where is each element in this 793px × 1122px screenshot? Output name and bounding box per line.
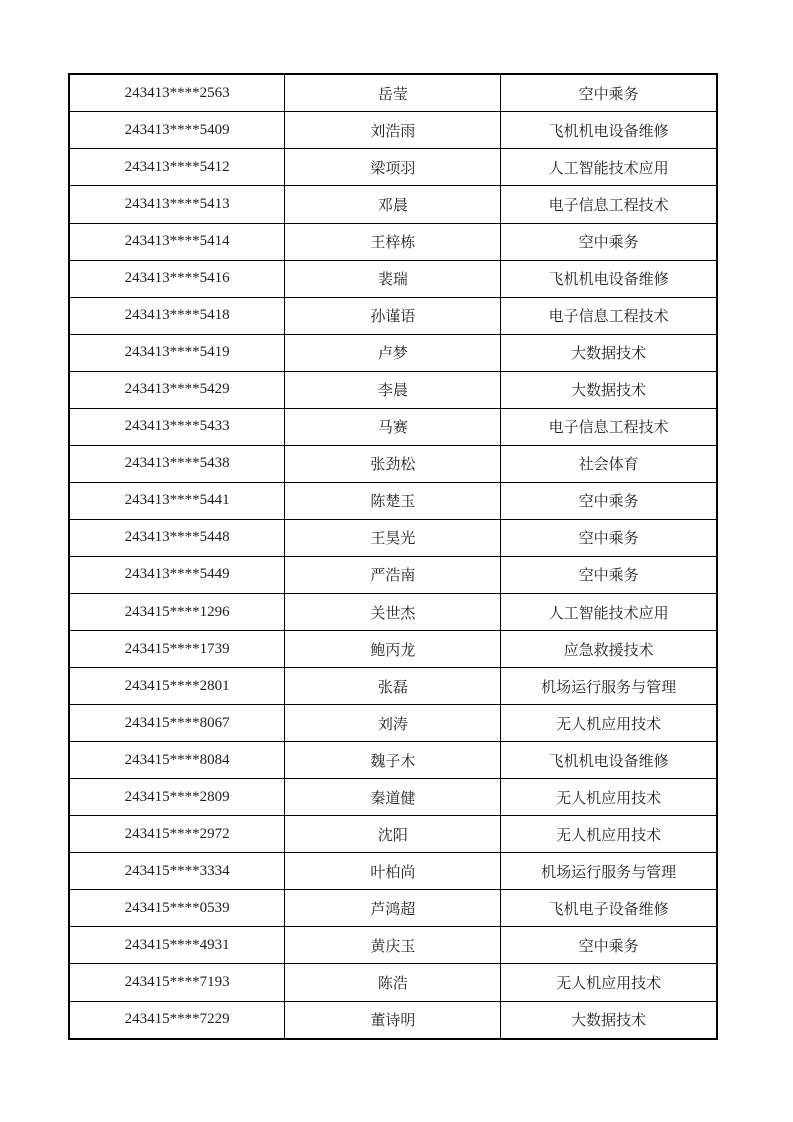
major-cell: 电子信息工程技术 — [501, 297, 717, 334]
name-cell: 张劲松 — [285, 445, 501, 482]
table-row — [69, 594, 717, 631]
exam-id-cell: 243415****4931 — [69, 927, 285, 964]
major-cell: 飞机电子设备维修 — [501, 890, 717, 927]
exam-id-cell: 243413****5441 — [69, 482, 285, 519]
table-row — [69, 927, 717, 964]
exam-id-cell: 243415****7193 — [69, 964, 285, 1001]
name-cell: 陈楚玉 — [285, 482, 501, 519]
name-cell: 刘浩雨 — [285, 112, 501, 149]
name-cell: 岳莹 — [285, 74, 501, 112]
name-cell: 关世杰 — [285, 594, 501, 631]
table-row — [69, 816, 717, 853]
exam-id-cell: 243413****5409 — [69, 112, 285, 149]
exam-id-cell: 243415****2972 — [69, 816, 285, 853]
name-cell: 梁项羽 — [285, 149, 501, 186]
major-cell: 电子信息工程技术 — [501, 408, 717, 445]
exam-id-cell: 243415****2809 — [69, 779, 285, 816]
major-cell: 无人机应用技术 — [501, 705, 717, 742]
admissions-table — [68, 73, 718, 1040]
major-cell: 飞机机电设备维修 — [501, 112, 717, 149]
major-cell: 电子信息工程技术 — [501, 186, 717, 223]
name-cell: 叶柏尚 — [285, 853, 501, 890]
name-cell: 沈阳 — [285, 816, 501, 853]
table-row — [69, 668, 717, 705]
name-cell: 陈浩 — [285, 964, 501, 1001]
name-cell: 董诗明 — [285, 1001, 501, 1039]
major-cell: 机场运行服务与管理 — [501, 668, 717, 705]
table-row — [69, 779, 717, 816]
exam-id-cell: 243413****5419 — [69, 334, 285, 371]
table-row — [69, 371, 717, 408]
table-row — [69, 186, 717, 223]
table-row — [69, 334, 717, 371]
table-row — [69, 260, 717, 297]
name-cell: 鲍丙龙 — [285, 631, 501, 668]
exam-id-cell: 243415****8084 — [69, 742, 285, 779]
major-cell: 空中乘务 — [501, 556, 717, 593]
exam-id-cell: 243413****5448 — [69, 519, 285, 556]
table-row — [69, 853, 717, 890]
table-row — [69, 482, 717, 519]
table-row — [69, 112, 717, 149]
major-cell: 无人机应用技术 — [501, 964, 717, 1001]
major-cell: 无人机应用技术 — [501, 816, 717, 853]
major-cell: 空中乘务 — [501, 74, 717, 112]
exam-id-cell: 243415****8067 — [69, 705, 285, 742]
name-cell: 芦鸿超 — [285, 890, 501, 927]
exam-id-cell: 243413****5418 — [69, 297, 285, 334]
admissions-table-body — [69, 74, 717, 1039]
major-cell: 机场运行服务与管理 — [501, 853, 717, 890]
table-row — [69, 519, 717, 556]
name-cell: 黄庆玉 — [285, 927, 501, 964]
name-cell: 马赛 — [285, 408, 501, 445]
major-cell: 大数据技术 — [501, 1001, 717, 1039]
exam-id-cell: 243415****7229 — [69, 1001, 285, 1039]
major-cell: 飞机机电设备维修 — [501, 260, 717, 297]
table-row — [69, 742, 717, 779]
exam-id-cell: 243415****1739 — [69, 631, 285, 668]
major-cell: 无人机应用技术 — [501, 779, 717, 816]
name-cell: 张磊 — [285, 668, 501, 705]
major-cell: 应急救援技术 — [501, 631, 717, 668]
table-row — [69, 223, 717, 260]
major-cell: 空中乘务 — [501, 482, 717, 519]
table-row — [69, 964, 717, 1001]
table-row — [69, 149, 717, 186]
name-cell: 秦道健 — [285, 779, 501, 816]
exam-id-cell: 243413****2563 — [69, 74, 285, 112]
table-row — [69, 890, 717, 927]
exam-id-cell: 243413****5413 — [69, 186, 285, 223]
major-cell: 大数据技术 — [501, 371, 717, 408]
table-row — [69, 705, 717, 742]
major-cell: 人工智能技术应用 — [501, 149, 717, 186]
name-cell: 邓晨 — [285, 186, 501, 223]
exam-id-cell: 243413****5416 — [69, 260, 285, 297]
major-cell: 空中乘务 — [501, 519, 717, 556]
table-row — [69, 445, 717, 482]
major-cell: 人工智能技术应用 — [501, 594, 717, 631]
exam-id-cell: 243413****5429 — [69, 371, 285, 408]
exam-id-cell: 243415****2801 — [69, 668, 285, 705]
exam-id-cell: 243415****1296 — [69, 594, 285, 631]
table-row — [69, 297, 717, 334]
table-row — [69, 74, 717, 112]
name-cell: 孙谨语 — [285, 297, 501, 334]
major-cell: 空中乘务 — [501, 927, 717, 964]
major-cell: 社会体育 — [501, 445, 717, 482]
major-cell: 大数据技术 — [501, 334, 717, 371]
name-cell: 李晨 — [285, 371, 501, 408]
table-row — [69, 556, 717, 593]
name-cell: 裴瑞 — [285, 260, 501, 297]
name-cell: 严浩南 — [285, 556, 501, 593]
name-cell: 王梓栋 — [285, 223, 501, 260]
name-cell: 王昊光 — [285, 519, 501, 556]
table-row — [69, 1001, 717, 1039]
exam-id-cell: 243413****5414 — [69, 223, 285, 260]
exam-id-cell: 243413****5449 — [69, 556, 285, 593]
exam-id-cell: 243415****0539 — [69, 890, 285, 927]
name-cell: 魏子木 — [285, 742, 501, 779]
table-row — [69, 631, 717, 668]
major-cell: 空中乘务 — [501, 223, 717, 260]
exam-id-cell: 243413****5412 — [69, 149, 285, 186]
table-row — [69, 408, 717, 445]
name-cell: 卢梦 — [285, 334, 501, 371]
exam-id-cell: 243413****5438 — [69, 445, 285, 482]
exam-id-cell: 243413****5433 — [69, 408, 285, 445]
name-cell: 刘涛 — [285, 705, 501, 742]
exam-id-cell: 243415****3334 — [69, 853, 285, 890]
major-cell: 飞机机电设备维修 — [501, 742, 717, 779]
